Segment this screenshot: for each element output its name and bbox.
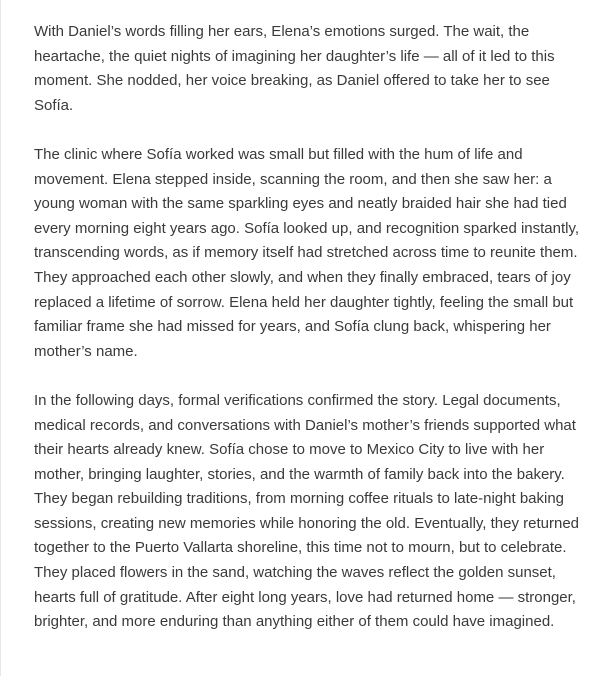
paragraph-clinic-reunion: The clinic where Sofía worked was small but filled with the hum of life and movement. Elena stepped inside, scanning the room, and then she saw her: a young woman with the same sparkling eyes and neatly braided hair she had tied every morning eight years ago. Sofía looked up, and recognition sparked instantly, transcending words, as if memory itself had stretched across time to reunite them. They approached each other slowly, and when they finally embraced, tears of joy replaced a lifetime of sorrow. Elena held her daughter tightly, feeling the small but familiar frame she had missed for years, and Sofía clung back, whispering her mother’s name.	[34, 145, 580, 360]
paragraph-reunion-decision: With Daniel’s words filling her ears, Elena’s emotions surged. The wait, the heartache, the quiet nights of imagining her daughter’s life — all of it led to this moment. She nodded, her voice breaking, as Daniel offered to take her to see Sofía.	[34, 23, 555, 114]
paragraph-new-life: In the following days, formal verifications confirmed the story. Legal documents, medical records, and conversations with Daniel’s mother’s friends supported what their hearts already knew. Sofía chose to move to Mexico City to live with her mother, bringing laughter, stories, and the warmth of family back into the bakery. They began rebuilding traditions, from morning coffee rituals to late-night baking sessions, creating new memories while honoring the old. Eventually, they returned together to the Puerto Vallarta shoreline, this time not to mourn, but to celebrate. They placed flowers in the sand, watching the waves reflect the golden sunset, hearts full of gratitude. After eight long years, love had returned home — stronger, brighter, and more enduring than anything either of them could have imagined.	[34, 391, 580, 631]
story-text	[34, 20, 580, 659]
left-border-divider	[0, 0, 1, 676]
